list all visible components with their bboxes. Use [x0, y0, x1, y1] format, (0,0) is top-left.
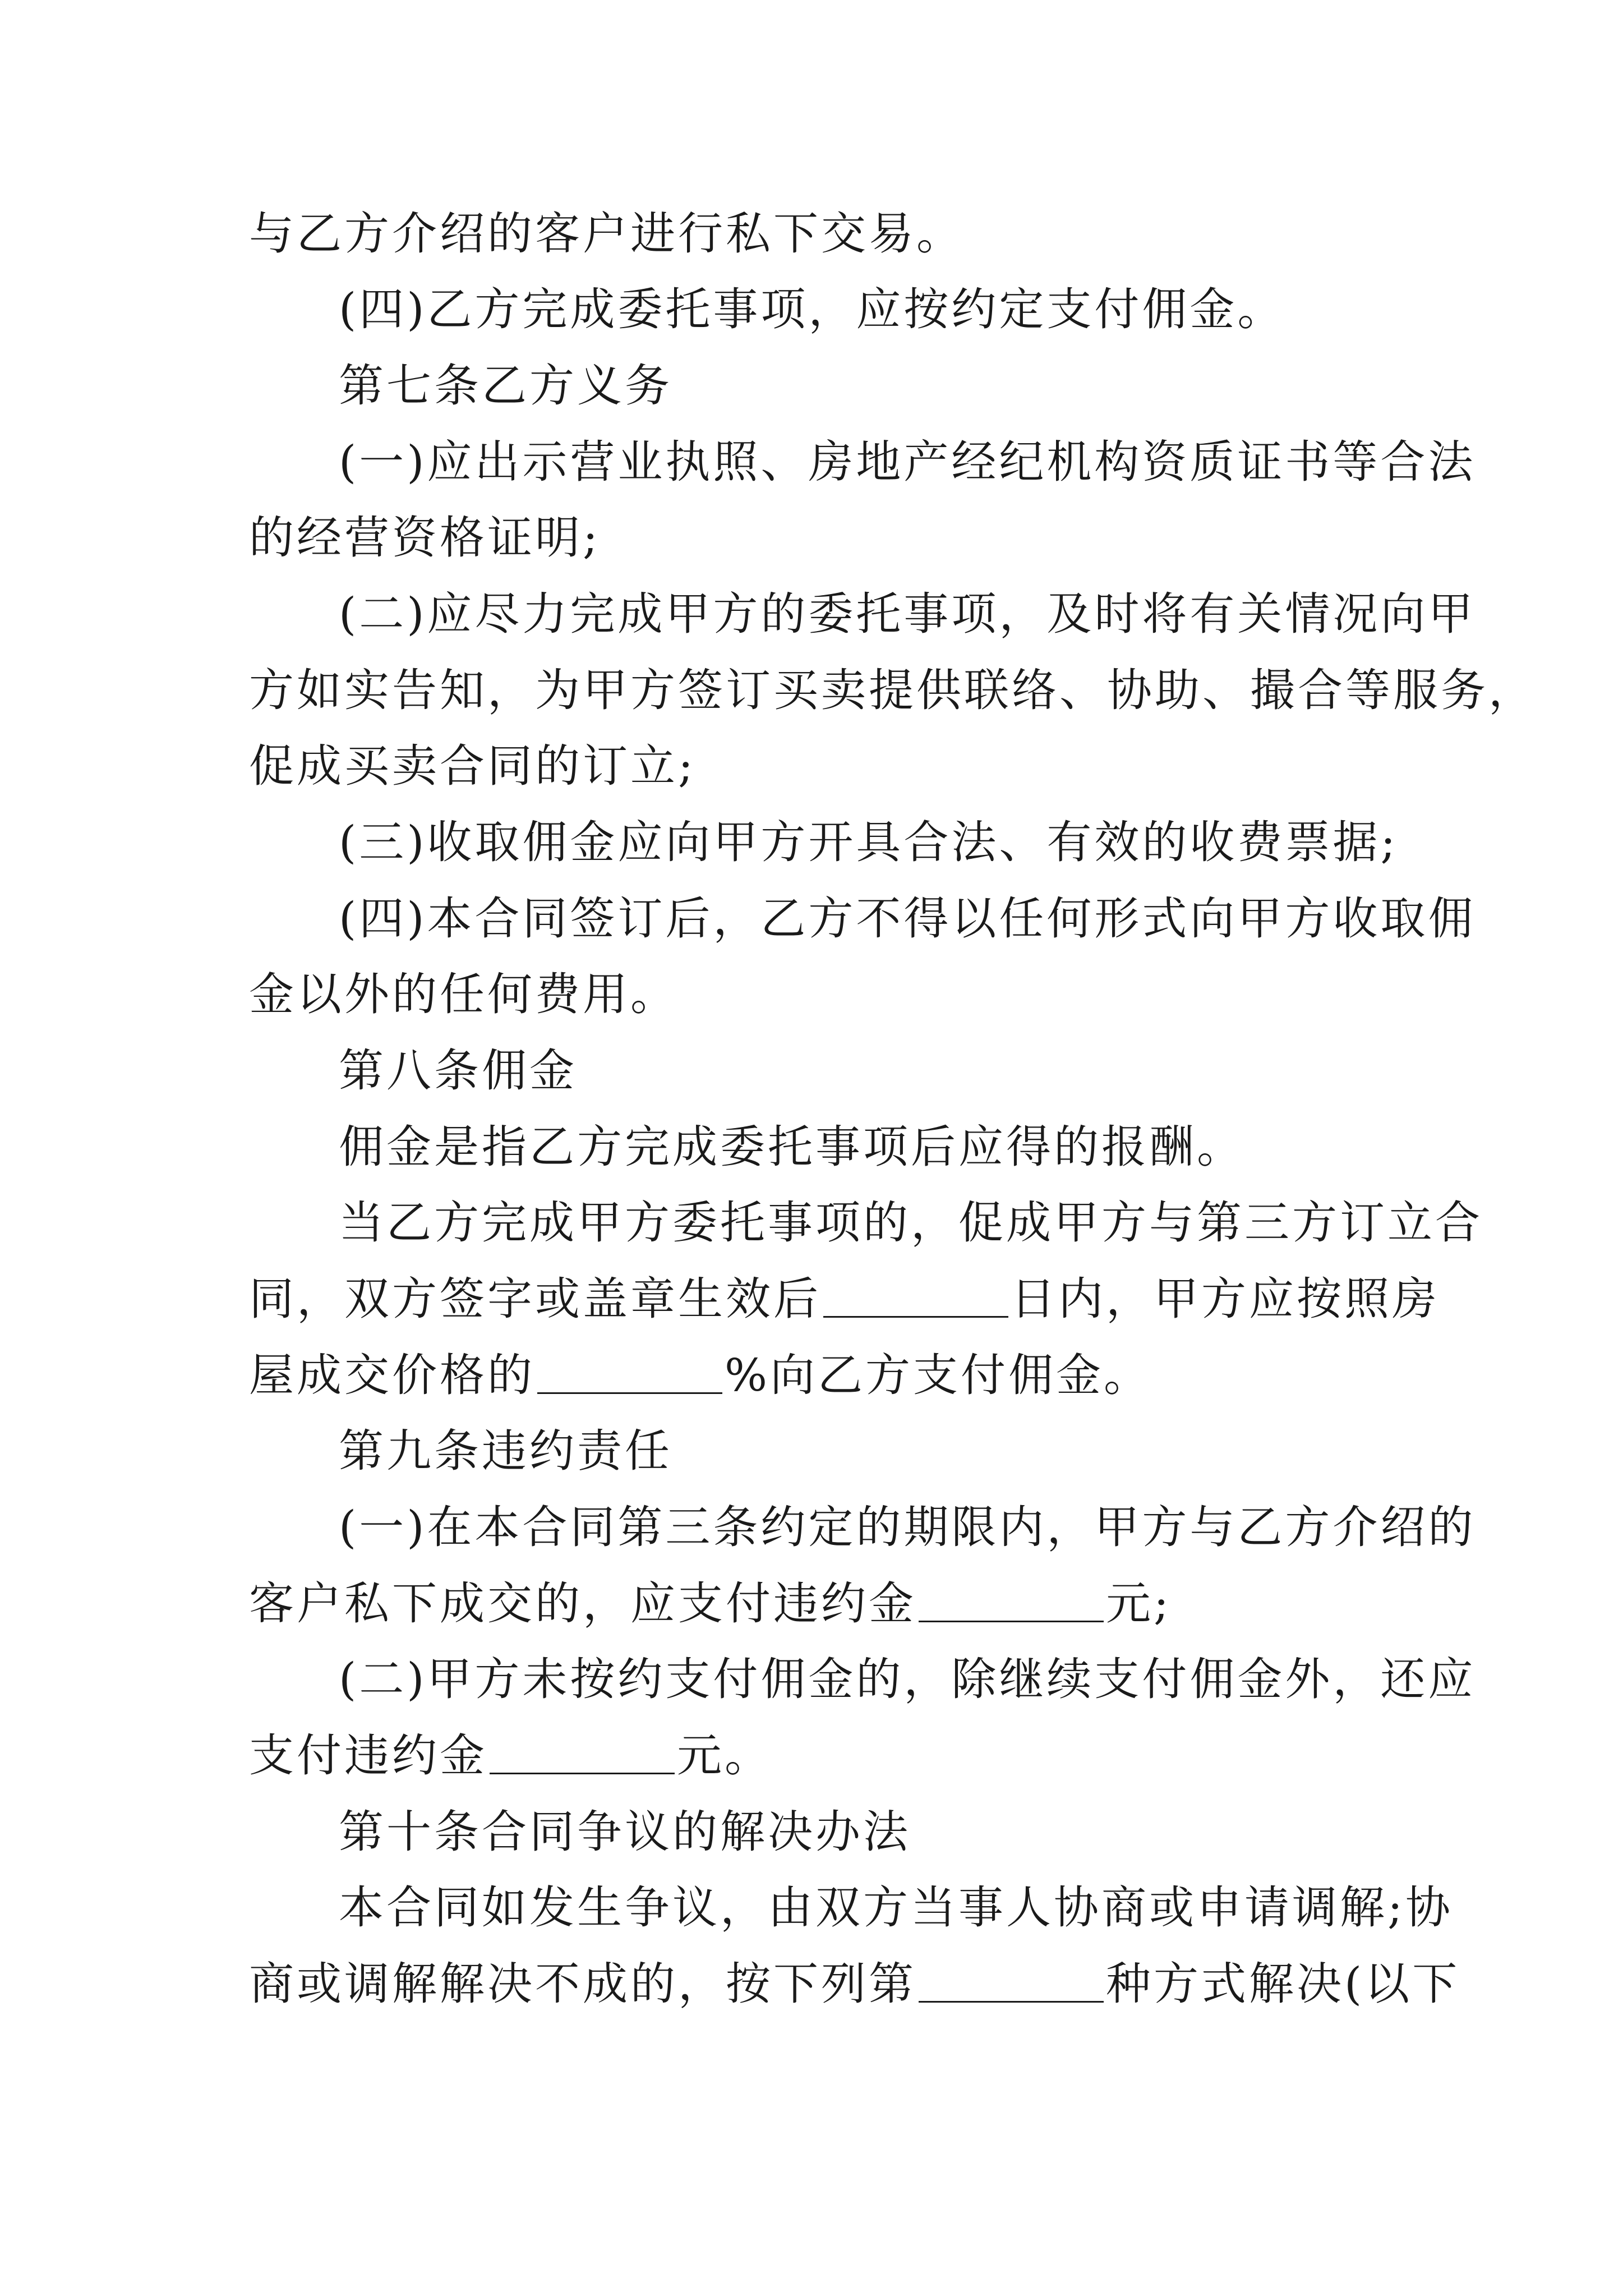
text-line: (一)应出示营业执照、房地产经纪机构资质证书等合法	[339, 436, 1476, 488]
text-line: (一)在本合同第三条约定的期限内，甲方与乙方介绍的	[339, 1501, 1476, 1553]
fill-in-blank[interactable]	[823, 1271, 1008, 1318]
text-line-with-blank	[249, 1728, 772, 1784]
text-after-blank: 日内，甲方应按照房	[1011, 1273, 1440, 1325]
text-line: 方如实告知，为甲方签订买卖提供联络、协助、撮合等服务，	[249, 664, 1536, 716]
text-line: (四)本合同签订后，乙方不得以任何形式向甲方收取佣	[339, 892, 1476, 945]
text-line: (三)收取佣金应向甲方开具合法、有效的收费票据;	[339, 816, 1399, 868]
text-before-blank: 商或调解解决不成的，按下列第	[249, 1958, 916, 2010]
text-before-blank: 屋成交价格的	[249, 1349, 535, 1401]
section-heading: 第十条合同争议的解决办法	[339, 1806, 911, 1858]
text-after-blank: 元;	[1106, 1577, 1172, 1630]
text-line-with-blank	[249, 1576, 1172, 1632]
text-before-blank: 支付违约金	[249, 1729, 487, 1782]
text-line-with-blank	[249, 1347, 1151, 1404]
text-before-blank: 客户私下成交的，应支付违约金	[249, 1577, 916, 1630]
text-line: 本合同如发生争议，由双方当事人协商或申请调解;协	[339, 1881, 1453, 1934]
text-line-with-blank	[249, 1271, 1440, 1327]
text-line-with-blank	[249, 1956, 1460, 2012]
text-line: (二)应尽力完成甲方的委托事项，及时将有关情况向甲	[339, 588, 1476, 640]
text-line: 与乙方介绍的客户进行私下交易。	[249, 208, 964, 260]
text-line: 的经营资格证明;	[249, 512, 601, 564]
text-before-blank: 同，双方签字或盖章生效后	[249, 1273, 821, 1325]
text-line: (二)甲方未按约支付佣金的，除继续支付佣金外，还应	[339, 1653, 1476, 1705]
section-heading: 第七条乙方义务	[339, 360, 672, 412]
text-line: 佣金是指乙方完成委托事项后应得的报酬。	[339, 1121, 1244, 1173]
text-after-blank: 元。	[677, 1729, 772, 1782]
section-heading: 第九条违约责任	[339, 1425, 672, 1477]
text-line: 当乙方完成甲方委托事项的，促成甲方与第三方订立合	[339, 1197, 1483, 1249]
section-heading: 第八条佣金	[339, 1045, 577, 1097]
text-line: 金以外的任何费用。	[249, 968, 678, 1020]
text-line: (四)乙方完成委托事项，应按约定支付佣金。	[339, 283, 1285, 335]
fill-in-blank[interactable]	[919, 1576, 1104, 1622]
fill-in-blank[interactable]	[537, 1347, 722, 1394]
text-after-blank: 种方式解决(以下	[1106, 1958, 1460, 2010]
fill-in-blank[interactable]	[490, 1728, 675, 1774]
text-after-blank: %向乙方支付佣金。	[725, 1349, 1152, 1401]
text-line: 促成买卖合同的订立;	[249, 740, 696, 792]
fill-in-blank[interactable]	[919, 1956, 1104, 2003]
